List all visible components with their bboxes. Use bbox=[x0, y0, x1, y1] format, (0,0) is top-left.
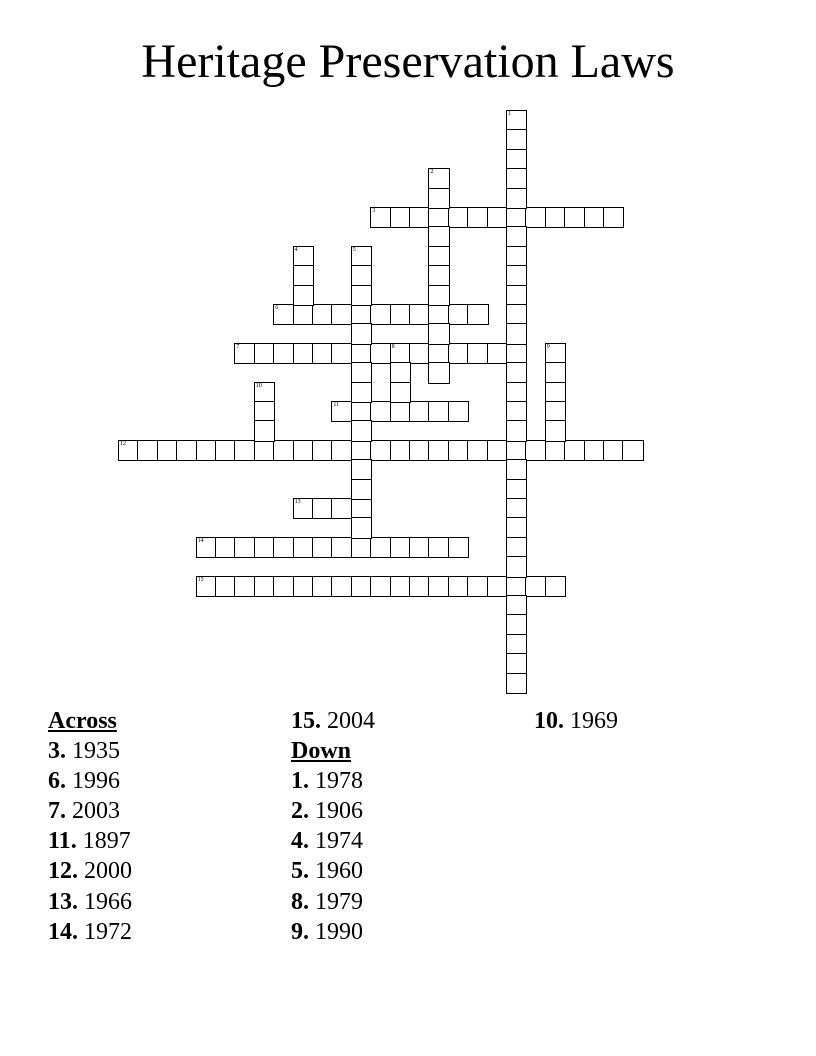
crossword-cell[interactable] bbox=[506, 129, 527, 150]
cell-number: 13 bbox=[294, 499, 301, 505]
crossword-cell[interactable] bbox=[506, 634, 527, 655]
crossword-cell[interactable] bbox=[467, 440, 488, 461]
crossword-cell[interactable] bbox=[506, 556, 527, 577]
crossword-cell[interactable] bbox=[196, 576, 217, 597]
down-heading: Down bbox=[291, 738, 352, 765]
crossword-cell[interactable] bbox=[487, 207, 508, 228]
down-clue-5: 5. 1960 bbox=[291, 858, 363, 885]
crossword-cell[interactable] bbox=[545, 576, 566, 597]
crossword-cell[interactable] bbox=[157, 440, 178, 461]
crossword-cell[interactable] bbox=[293, 498, 314, 519]
clues-column-3 bbox=[534, 706, 618, 736]
crossword-cell[interactable] bbox=[118, 440, 139, 461]
crossword-cell[interactable] bbox=[428, 362, 449, 383]
cell-number: 10 bbox=[255, 382, 262, 389]
crossword-cell[interactable] bbox=[448, 401, 469, 422]
crossword-cell[interactable] bbox=[254, 420, 275, 441]
crossword-cell[interactable] bbox=[506, 246, 527, 267]
cell-number: 4 bbox=[294, 246, 298, 253]
crossword-cell[interactable] bbox=[428, 246, 449, 267]
crossword-cell[interactable] bbox=[545, 440, 566, 461]
crossword-cell[interactable] bbox=[467, 304, 488, 325]
crossword-cell[interactable] bbox=[254, 401, 275, 422]
crossword-cell[interactable] bbox=[370, 537, 391, 558]
crossword-cell[interactable] bbox=[351, 304, 372, 325]
crossword-cell[interactable] bbox=[234, 537, 255, 558]
crossword-cell[interactable] bbox=[487, 440, 508, 461]
crossword-cell[interactable] bbox=[506, 323, 527, 344]
crossword-cell[interactable] bbox=[545, 207, 566, 228]
crossword-cell[interactable] bbox=[351, 382, 372, 403]
crossword-cell[interactable] bbox=[506, 110, 527, 131]
down-clue-8: 8. 1979 bbox=[291, 888, 363, 915]
crossword-cell[interactable] bbox=[545, 362, 566, 383]
crossword-cell[interactable] bbox=[506, 420, 527, 441]
crossword-cell[interactable] bbox=[351, 537, 372, 558]
crossword-cell[interactable] bbox=[312, 440, 333, 461]
crossword-cell[interactable] bbox=[351, 440, 372, 461]
crossword-cell[interactable] bbox=[351, 401, 372, 422]
across-clue-11: 11. 1897 bbox=[48, 828, 131, 855]
across-clue-6: 6. 1996 bbox=[48, 768, 120, 795]
crossword-cell[interactable] bbox=[428, 285, 449, 306]
crossword-cell[interactable] bbox=[390, 382, 411, 403]
crossword-cell[interactable] bbox=[564, 440, 585, 461]
crossword-cell[interactable] bbox=[506, 614, 527, 635]
down-clue-10: 10. 1969 bbox=[534, 708, 618, 734]
crossword-cell[interactable] bbox=[428, 576, 449, 597]
crossword-cell[interactable] bbox=[312, 537, 333, 558]
crossword-cell[interactable] bbox=[331, 343, 352, 364]
crossword-cell[interactable] bbox=[351, 246, 372, 267]
down-clue-1: 1. 1978 bbox=[291, 768, 363, 795]
crossword-cell[interactable] bbox=[331, 304, 352, 325]
crossword-cell[interactable] bbox=[564, 207, 585, 228]
crossword-cell[interactable] bbox=[448, 440, 469, 461]
crossword-cell[interactable] bbox=[312, 576, 333, 597]
crossword-cell[interactable] bbox=[390, 401, 411, 422]
crossword-cell[interactable] bbox=[176, 440, 197, 461]
crossword-cell[interactable] bbox=[506, 537, 527, 558]
crossword-cell[interactable] bbox=[273, 576, 294, 597]
crossword-cell[interactable] bbox=[409, 343, 430, 364]
crossword-cell[interactable] bbox=[293, 343, 314, 364]
crossword-cell[interactable] bbox=[234, 343, 255, 364]
crossword-cell[interactable] bbox=[428, 168, 449, 189]
across-clue-3: 3. 1935 bbox=[48, 738, 120, 765]
crossword-cell[interactable] bbox=[428, 440, 449, 461]
crossword-cell[interactable] bbox=[448, 207, 469, 228]
crossword-cell[interactable] bbox=[196, 440, 217, 461]
crossword-cell[interactable] bbox=[273, 537, 294, 558]
crossword-cell[interactable] bbox=[390, 362, 411, 383]
down-clue-4: 4. 1974 bbox=[291, 828, 363, 855]
crossword-cell[interactable] bbox=[390, 576, 411, 597]
crossword-cell[interactable] bbox=[331, 576, 352, 597]
crossword-cell[interactable] bbox=[254, 440, 275, 461]
crossword-cell[interactable] bbox=[448, 576, 469, 597]
crossword-cell[interactable] bbox=[273, 440, 294, 461]
crossword-cell[interactable] bbox=[351, 343, 372, 364]
crossword-cell[interactable] bbox=[370, 401, 391, 422]
cell-number: 3 bbox=[372, 208, 376, 214]
across-clue-15: 15. 2004 bbox=[291, 708, 375, 734]
crossword-cell[interactable] bbox=[351, 362, 372, 383]
crossword-cell[interactable] bbox=[428, 226, 449, 247]
crossword-cell[interactable] bbox=[545, 343, 566, 364]
crossword-cell[interactable] bbox=[428, 537, 449, 558]
crossword-cell[interactable] bbox=[448, 304, 469, 325]
crossword-cell[interactable] bbox=[506, 149, 527, 170]
crossword-cell[interactable] bbox=[409, 304, 430, 325]
crossword-cell[interactable] bbox=[331, 498, 352, 519]
crossword-cell[interactable] bbox=[254, 382, 275, 403]
crossword-cell[interactable] bbox=[390, 207, 411, 228]
crossword-cell[interactable] bbox=[506, 517, 527, 538]
crossword-cell[interactable] bbox=[409, 440, 430, 461]
crossword-cell[interactable] bbox=[234, 440, 255, 461]
crossword-cell[interactable] bbox=[506, 595, 527, 616]
down-clue-2: 2. 1906 bbox=[291, 798, 363, 825]
crossword-cell[interactable] bbox=[506, 653, 527, 674]
cell-number: 5 bbox=[352, 246, 356, 253]
crossword-cell[interactable] bbox=[409, 401, 430, 422]
cell-number: 14 bbox=[197, 537, 204, 544]
across-heading: Across bbox=[48, 708, 117, 734]
crossword-cell[interactable] bbox=[293, 440, 314, 461]
crossword-cell[interactable] bbox=[584, 440, 605, 461]
crossword-cell[interactable] bbox=[428, 343, 449, 364]
crossword-cell[interactable] bbox=[293, 576, 314, 597]
crossword-cell[interactable] bbox=[254, 537, 275, 558]
crossword-cell[interactable] bbox=[428, 188, 449, 209]
crossword-cell[interactable] bbox=[506, 440, 527, 461]
cell-number: 1 bbox=[508, 111, 511, 117]
crossword-cell[interactable] bbox=[370, 207, 391, 228]
page-title: Heritage Preservation Laws bbox=[141, 35, 675, 88]
crossword-cell[interactable] bbox=[506, 382, 527, 403]
crossword-cell[interactable] bbox=[390, 343, 411, 364]
across-clue-13: 13. 1966 bbox=[48, 888, 132, 915]
crossword-cell[interactable] bbox=[351, 479, 372, 500]
crossword-cell[interactable] bbox=[506, 285, 527, 306]
crossword-cell[interactable] bbox=[622, 440, 643, 461]
crossword-cell[interactable] bbox=[409, 576, 430, 597]
crossword-cell[interactable] bbox=[428, 304, 449, 325]
crossword-cell[interactable] bbox=[525, 207, 546, 228]
crossword-cell[interactable] bbox=[331, 537, 352, 558]
crossword-cell[interactable] bbox=[506, 265, 527, 286]
crossword-cell[interactable] bbox=[370, 440, 391, 461]
crossword-cell[interactable] bbox=[428, 401, 449, 422]
crossword-cell[interactable] bbox=[351, 498, 372, 519]
cell-number: 11 bbox=[333, 402, 340, 408]
crossword-cell[interactable] bbox=[215, 440, 236, 461]
crossword-cell[interactable] bbox=[506, 188, 527, 209]
cell-number: 7 bbox=[236, 343, 240, 350]
crossword-cell[interactable] bbox=[254, 343, 275, 364]
crossword-cell[interactable] bbox=[351, 459, 372, 480]
crossword-cell[interactable] bbox=[545, 382, 566, 403]
crossword-cell[interactable] bbox=[137, 440, 158, 461]
crossword-cell[interactable] bbox=[506, 362, 527, 383]
crossword-cell[interactable] bbox=[487, 576, 508, 597]
crossword-cell[interactable] bbox=[390, 304, 411, 325]
crossword-cell[interactable] bbox=[506, 673, 527, 694]
crossword-cell[interactable] bbox=[390, 537, 411, 558]
crossword-cell[interactable] bbox=[448, 343, 469, 364]
crossword-cell[interactable] bbox=[273, 343, 294, 364]
crossword-cell[interactable] bbox=[506, 459, 527, 480]
crossword-cell[interactable] bbox=[506, 226, 527, 247]
crossword-cell[interactable] bbox=[254, 576, 275, 597]
crossword-cell[interactable] bbox=[506, 401, 527, 422]
crossword-cell[interactable] bbox=[506, 168, 527, 189]
crossword-cell[interactable] bbox=[390, 440, 411, 461]
crossword-cell[interactable] bbox=[506, 343, 527, 364]
crossword-cell[interactable] bbox=[351, 285, 372, 306]
crossword-cell[interactable] bbox=[467, 207, 488, 228]
crossword-cell[interactable] bbox=[487, 343, 508, 364]
crossword-cell[interactable] bbox=[215, 576, 236, 597]
crossword-cell[interactable] bbox=[545, 420, 566, 441]
crossword-cell[interactable] bbox=[525, 440, 546, 461]
crossword-cell[interactable] bbox=[428, 207, 449, 228]
crossword-cell[interactable] bbox=[312, 343, 333, 364]
crossword-cell[interactable] bbox=[506, 498, 527, 519]
crossword-cell[interactable] bbox=[428, 265, 449, 286]
across-clue-14: 14. 1972 bbox=[48, 918, 132, 945]
cell-number: 15 bbox=[197, 576, 204, 583]
crossword-cell[interactable] bbox=[331, 440, 352, 461]
crossword-cell[interactable] bbox=[293, 537, 314, 558]
cell-number: 12 bbox=[120, 440, 126, 447]
crossword-cell[interactable] bbox=[448, 537, 469, 558]
crossword-cell[interactable] bbox=[312, 304, 333, 325]
crossword-cell[interactable] bbox=[273, 304, 294, 325]
cell-number: 9 bbox=[546, 343, 550, 350]
clues-column-2 bbox=[291, 706, 375, 947]
crossword-cell[interactable] bbox=[525, 576, 546, 597]
crossword-cell[interactable] bbox=[603, 207, 624, 228]
down-clue-9: 9. 1990 bbox=[291, 918, 363, 945]
crossword-cell[interactable] bbox=[215, 537, 236, 558]
crossword-cell[interactable] bbox=[506, 304, 527, 325]
crossword-cell[interactable] bbox=[293, 246, 314, 267]
crossword-cell[interactable] bbox=[370, 576, 391, 597]
clues-column-1 bbox=[48, 706, 132, 947]
crossword-cell[interactable] bbox=[351, 517, 372, 538]
crossword-cell[interactable] bbox=[467, 343, 488, 364]
crossword-cell[interactable] bbox=[506, 207, 527, 228]
cell-number: 6 bbox=[275, 305, 279, 311]
crossword-cell[interactable] bbox=[196, 537, 217, 558]
crossword-cell[interactable] bbox=[293, 304, 314, 325]
crossword-cell[interactable] bbox=[331, 401, 352, 422]
crossword-cell[interactable] bbox=[603, 440, 624, 461]
crossword-cell[interactable] bbox=[351, 323, 372, 344]
crossword-cell[interactable] bbox=[584, 207, 605, 228]
across-clue-7: 7. 2003 bbox=[48, 798, 120, 825]
crossword-cell[interactable] bbox=[409, 537, 430, 558]
crossword-cell[interactable] bbox=[234, 576, 255, 597]
crossword-cell[interactable] bbox=[293, 265, 314, 286]
crossword-cell[interactable] bbox=[370, 304, 391, 325]
crossword-cell[interactable] bbox=[370, 343, 391, 364]
crossword-cell[interactable] bbox=[351, 420, 372, 441]
crossword-cell[interactable] bbox=[428, 323, 449, 344]
cell-number: 2 bbox=[430, 169, 434, 176]
across-clue-12: 12. 2000 bbox=[48, 858, 132, 885]
crossword-cell[interactable] bbox=[506, 479, 527, 500]
crossword-cell[interactable] bbox=[409, 207, 430, 228]
crossword-cell[interactable] bbox=[351, 576, 372, 597]
crossword-cell[interactable] bbox=[467, 576, 488, 597]
crossword-cell[interactable] bbox=[293, 285, 314, 306]
cell-number: 8 bbox=[391, 343, 395, 350]
crossword-cell[interactable] bbox=[545, 401, 566, 422]
crossword-cell[interactable] bbox=[506, 576, 527, 597]
crossword-cell[interactable] bbox=[312, 498, 333, 519]
crossword-cell[interactable] bbox=[351, 265, 372, 286]
